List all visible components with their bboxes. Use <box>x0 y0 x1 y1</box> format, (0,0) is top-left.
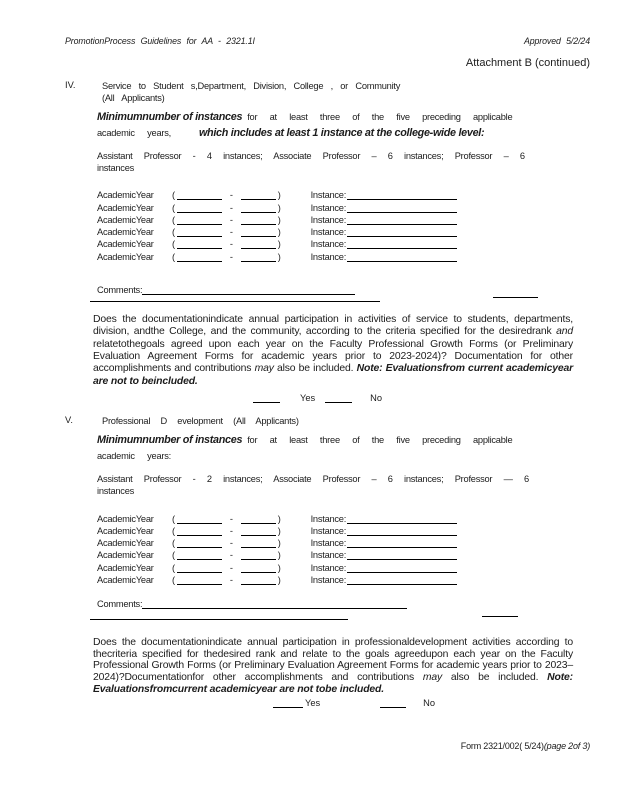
year-start-field[interactable] <box>177 538 222 548</box>
open-paren: ( <box>172 575 175 585</box>
instance-field[interactable] <box>347 550 457 560</box>
yes-field[interactable] <box>253 393 280 403</box>
instance-label: Instance: <box>310 562 347 573</box>
academic-year-row <box>97 237 590 249</box>
instance-label: Instance: <box>310 239 347 250</box>
academic-year-row <box>97 188 590 200</box>
year-start-field[interactable] <box>177 514 222 524</box>
year-start-field[interactable] <box>177 563 222 573</box>
academic-year-label: AcademicYear <box>97 575 154 585</box>
year-start-field[interactable] <box>177 550 222 560</box>
yes-label: Yes <box>300 393 316 404</box>
min-instances-lead: Minimumnumber of instances <box>97 111 243 123</box>
academic-year-row <box>97 536 590 548</box>
year-start-field[interactable] <box>177 190 222 200</box>
instance-field[interactable] <box>347 227 457 237</box>
open-paren: ( <box>172 550 175 561</box>
section-iv-heading <box>65 80 590 104</box>
academic-year-label: AcademicYear <box>97 214 154 225</box>
open-paren: ( <box>172 227 175 238</box>
min-instances-criteria2: academic years: <box>97 450 171 461</box>
year-end-field[interactable] <box>241 252 276 262</box>
instance-field[interactable] <box>347 514 457 524</box>
close-paren: ) <box>277 251 281 262</box>
academic-year-label: AcademicYear <box>97 513 154 524</box>
section-numeral: V. <box>65 415 73 426</box>
instance-field[interactable] <box>347 239 457 249</box>
instance-field[interactable] <box>347 526 457 536</box>
instance-label: Instance: <box>310 538 347 549</box>
academic-year-rows <box>97 511 590 585</box>
academic-year-row <box>97 511 590 523</box>
rank-requirements <box>97 150 590 174</box>
section-title-line1: Service to Student s,Department, Division, College , or Community <box>102 81 401 91</box>
dash: - <box>229 575 233 585</box>
academic-year-label: AcademicYear <box>97 227 154 238</box>
dash: - <box>229 202 233 213</box>
section-numeral: IV. <box>65 80 76 90</box>
instance-field[interactable] <box>347 215 457 225</box>
instance-field[interactable] <box>347 563 457 573</box>
year-end-field[interactable] <box>241 563 276 573</box>
page-header <box>65 36 590 46</box>
academic-year-label: AcademicYear <box>97 202 154 213</box>
comments-overflow-line[interactable] <box>90 301 380 302</box>
instance-label: Instance: <box>310 251 347 262</box>
close-paren: ) <box>277 239 281 250</box>
comments-overflow-row <box>97 613 590 621</box>
section-title <box>102 80 400 104</box>
academic-year-row <box>97 560 590 572</box>
instance-label: Instance: <box>310 202 347 213</box>
academic-year-row <box>97 573 590 585</box>
comments-label: Comments: <box>97 599 143 609</box>
academic-year-label: AcademicYear <box>97 525 154 536</box>
instance-label: Instance: <box>310 227 347 238</box>
open-paren: ( <box>172 538 175 549</box>
academic-year-label: AcademicYear <box>97 251 154 262</box>
comments-label: Comments: <box>97 284 143 295</box>
close-paren: ) <box>277 202 281 213</box>
comments-row <box>97 597 590 609</box>
rank-requirements <box>97 473 590 497</box>
academic-year-row <box>97 225 590 237</box>
question-paragraph: Does the documentationindicate annual participation in activities of service to students, departments, division, andthe College, and the community, according to the criteria specified for the desiredrank and relatetothegoals agreed upon each year on the Faculty Professional Growth Forms (or Preliminary Evaluation Agreement Forms for academic years prior to 2023-2024)? Documentation for other accomplishments and contributions may also be included. Note: Evaluationsfrom current academicyear are not to beincluded. <box>93 313 573 387</box>
close-paren: ) <box>277 550 281 561</box>
academic-year-row <box>97 524 590 536</box>
no-label: No <box>370 393 383 404</box>
comments-field[interactable] <box>142 285 355 295</box>
approved-date: Approved 5/2/24 <box>523 36 590 46</box>
year-start-field[interactable] <box>177 575 222 585</box>
close-paren: ) <box>277 214 281 225</box>
comments-field[interactable] <box>142 599 407 609</box>
section-title-line2: (All Applicants) <box>102 93 165 103</box>
close-paren: ) <box>277 538 281 549</box>
dash: - <box>229 525 233 536</box>
year-end-field[interactable] <box>241 514 276 524</box>
instance-label: Instance: <box>310 525 347 536</box>
form-number: Form 2321/002( 5/24) <box>460 741 544 751</box>
form-footer <box>461 741 590 751</box>
instance-label: Instance: <box>310 513 347 524</box>
side-blank-line[interactable] <box>482 616 518 617</box>
min-instances-criteria: for at least three of the five preceding applicable <box>247 112 513 122</box>
instance-field[interactable] <box>347 538 457 548</box>
yes-label: Yes <box>305 697 321 708</box>
rank-requirements-line2: instances <box>97 486 135 497</box>
academic-year-row <box>97 249 590 261</box>
year-end-field[interactable] <box>241 550 276 560</box>
year-end-field[interactable] <box>241 526 276 536</box>
open-paren: ( <box>172 513 175 524</box>
rank-requirements-line2: instances <box>97 163 135 173</box>
open-paren: ( <box>172 214 175 225</box>
academic-year-label: AcademicYear <box>97 190 154 201</box>
year-end-field[interactable] <box>241 215 276 225</box>
instance-field[interactable] <box>347 203 457 213</box>
close-paren: ) <box>277 525 281 536</box>
year-end-field[interactable] <box>241 227 276 237</box>
dash: - <box>229 239 233 250</box>
comments-overflow-row <box>97 295 590 303</box>
page-indicator: (page 2of 3) <box>543 741 590 751</box>
academic-year-label: AcademicYear <box>97 562 154 573</box>
year-end-field[interactable] <box>241 239 276 249</box>
yes-field[interactable] <box>273 698 303 708</box>
year-start-field[interactable] <box>177 239 222 249</box>
year-start-field[interactable] <box>177 526 222 536</box>
dash: - <box>229 538 233 549</box>
min-instances-note <box>97 432 590 463</box>
instance-field[interactable] <box>347 252 457 262</box>
year-end-field[interactable] <box>241 190 276 200</box>
year-start-field[interactable] <box>177 215 222 225</box>
close-paren: ) <box>277 227 281 238</box>
min-instances-lead: Minimumnumber of instances <box>97 434 243 447</box>
close-paren: ) <box>277 190 281 201</box>
academic-year-label: AcademicYear <box>97 538 154 549</box>
dash: - <box>229 190 233 201</box>
dash: - <box>229 227 233 238</box>
rank-requirements-line1: Assistant Professor - 2 instances; Associate Professor – 6 instances; Professor — 6 <box>97 474 529 485</box>
dash: - <box>229 562 233 573</box>
year-end-field[interactable] <box>241 203 276 213</box>
dash: - <box>229 251 233 262</box>
close-paren: ) <box>277 575 281 585</box>
year-end-field[interactable] <box>241 575 276 585</box>
rank-requirements-line1: Assistant Professor - 4 instances; Associate Professor – 6 instances; Professor – 6 <box>97 151 525 161</box>
min-instances-note <box>97 109 590 140</box>
question-paragraph: Does the documentationindicate annual participation in professionaldevelopment activities according to thecriteria specified for thedesired rank and relate to the goals agreedupon each year on the Faculty Professional Growth Forms (or Preliminary Evaluation Agreement Forms for academic years prior to 2023–2024)?Documentationfor other accomplishments and contributions may also be included. Note: Evaluationsfromcurrent academicyear are not tobe included. <box>93 637 573 695</box>
no-label: No <box>423 697 436 708</box>
academic-year-label: AcademicYear <box>97 239 154 250</box>
year-end-field[interactable] <box>241 538 276 548</box>
no-field[interactable] <box>380 698 406 708</box>
section-title <box>102 415 299 427</box>
academic-year-label: AcademicYear <box>97 550 154 561</box>
academic-year-rows <box>97 188 590 262</box>
open-paren: ( <box>172 239 175 250</box>
section-title-line1: Professional D evelopment (All Applicants) <box>102 416 299 427</box>
college-wide-note: which includes at least 1 instance at the college-wide level: <box>198 126 485 139</box>
open-paren: ( <box>172 251 175 262</box>
yes-no-row <box>253 391 590 403</box>
section-iv <box>65 80 590 403</box>
instance-label: Instance: <box>310 550 347 561</box>
academic-year-row <box>97 213 590 225</box>
year-start-field[interactable] <box>177 252 222 262</box>
dash: - <box>229 214 233 225</box>
section-v <box>65 415 590 707</box>
instance-label: Instance: <box>310 575 347 585</box>
open-paren: ( <box>172 190 175 201</box>
instance-field[interactable] <box>347 575 457 585</box>
attachment-label: Attachment B (continued) <box>465 57 590 69</box>
open-paren: ( <box>172 525 175 536</box>
instance-label: Instance: <box>310 190 347 201</box>
academic-year-row <box>97 548 590 560</box>
section-v-heading <box>65 415 590 427</box>
open-paren: ( <box>172 202 175 213</box>
close-paren: ) <box>277 513 281 524</box>
min-instances-criteria2: academic years, <box>97 127 171 138</box>
min-instances-criteria: for at least three of the five preceding applicable <box>247 435 513 446</box>
comments-overflow-line[interactable] <box>90 619 348 620</box>
no-field[interactable] <box>325 393 352 403</box>
comments-row <box>97 283 590 295</box>
dash: - <box>229 550 233 561</box>
instance-field[interactable] <box>347 190 457 200</box>
close-paren: ) <box>277 562 281 573</box>
yes-no-row <box>273 696 590 708</box>
document-title: PromotionProcess Guidelines for AA - 2321.1I <box>65 36 255 46</box>
instance-label: Instance: <box>310 214 347 225</box>
dash: - <box>229 513 233 524</box>
year-start-field[interactable] <box>177 203 222 213</box>
open-paren: ( <box>172 562 175 573</box>
academic-year-row <box>97 200 590 212</box>
year-start-field[interactable] <box>177 227 222 237</box>
